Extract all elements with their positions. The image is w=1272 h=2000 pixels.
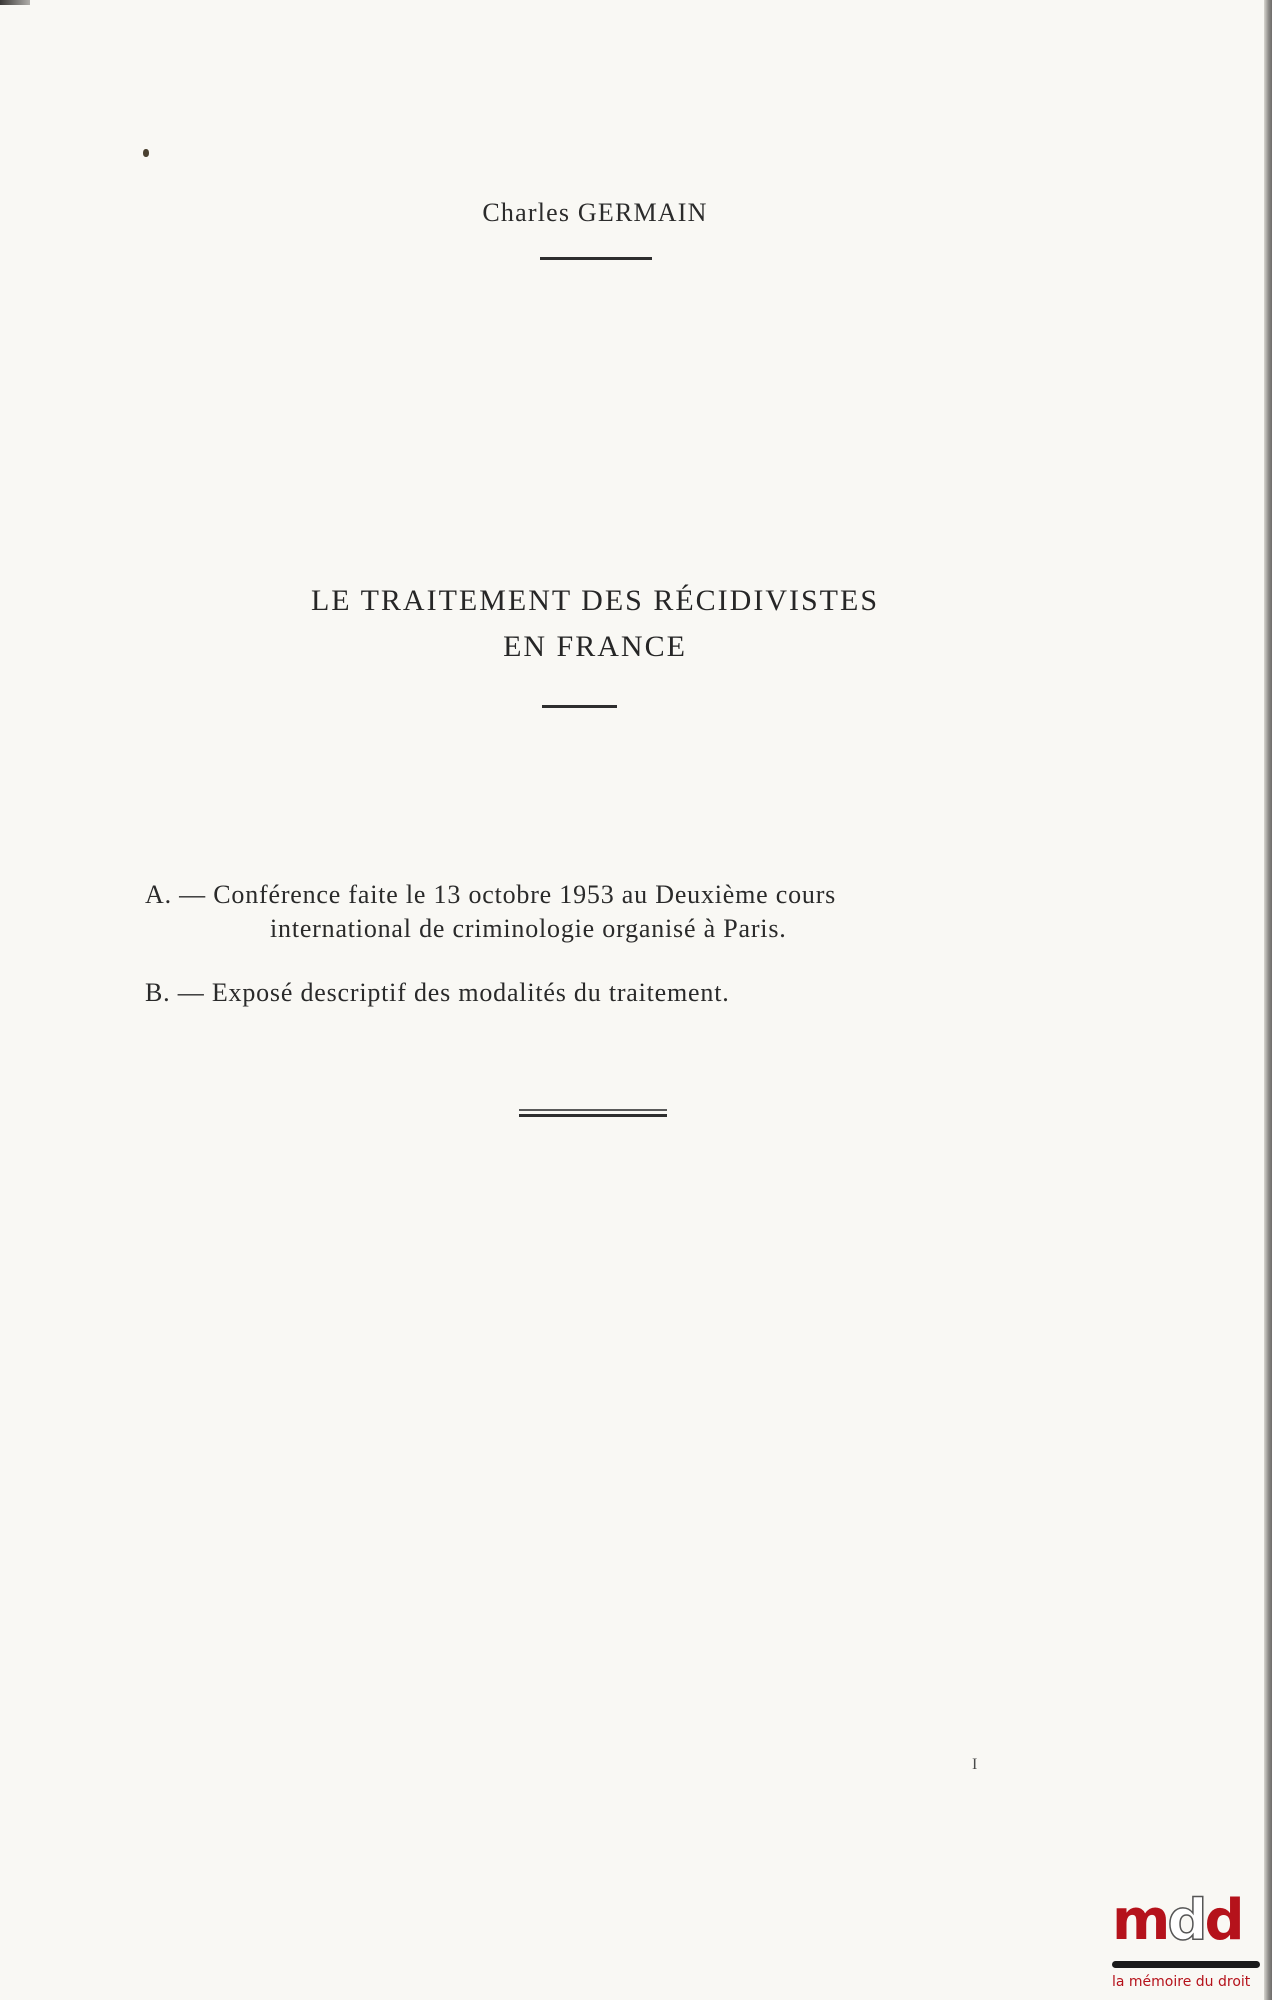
mdd-logo-mark: mdd	[1112, 1888, 1242, 1953]
mdd-watermark-logo	[1112, 1888, 1262, 2000]
logo-tagline: la mémoire du droit	[1112, 1974, 1251, 1990]
author-name: Charles GERMAIN	[482, 198, 708, 227]
page-number: I	[972, 1756, 978, 1773]
title-line-2: EN FRANCE	[503, 630, 687, 663]
logo-underline-bar	[1112, 1961, 1260, 1968]
item-b-line-1: B. — Exposé descriptif des modalités du traitement.	[145, 978, 730, 1007]
page-shadow-edge	[0, 0, 30, 5]
page-edge-shadow	[1264, 0, 1272, 2000]
item-a-line-1: A. — Conférence faite le 13 octobre 1953 au Deuxième cours	[145, 880, 837, 909]
ink-speck	[143, 149, 149, 157]
author-divider	[540, 257, 652, 260]
contents-item-b	[145, 976, 1095, 1010]
title-line-1: LE TRAITEMENT DES RÉCIDIVISTES	[310, 584, 880, 617]
contents-list	[145, 878, 1095, 1010]
document-title	[0, 578, 1190, 670]
title-divider	[542, 705, 617, 708]
contents-item-a	[145, 878, 1095, 946]
closing-double-rule	[519, 1109, 667, 1117]
item-a-line-2: international de criminologie organisé à Paris.	[270, 914, 787, 943]
